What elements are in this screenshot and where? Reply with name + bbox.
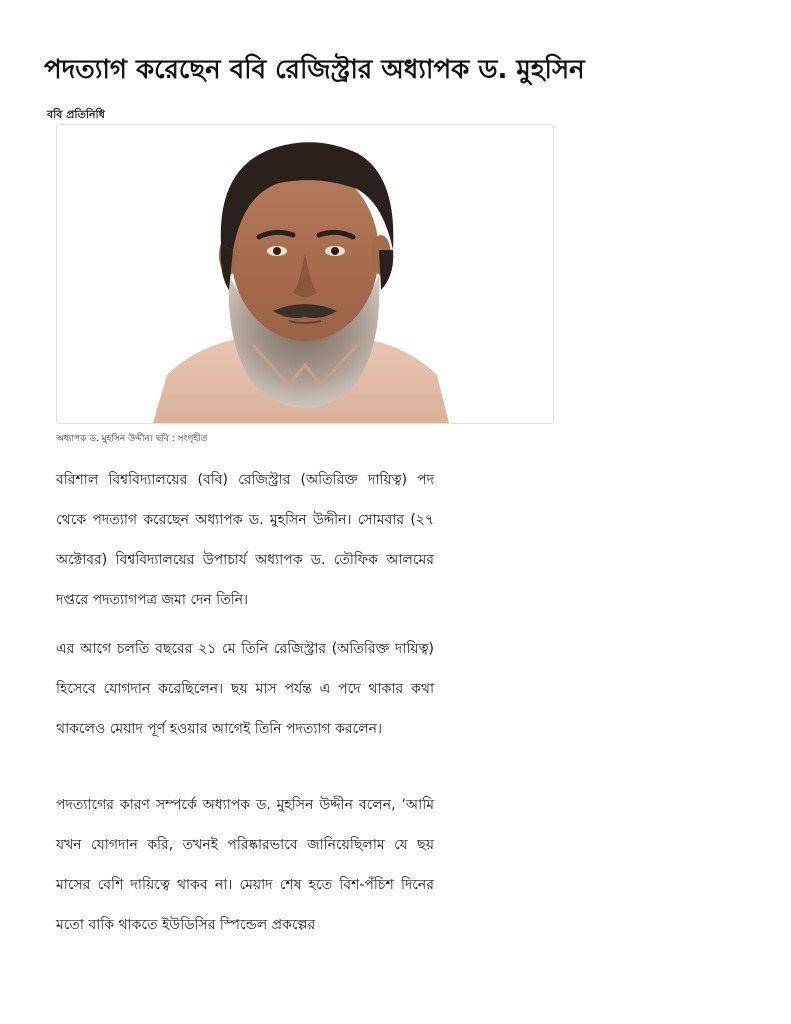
article-photo bbox=[56, 124, 554, 424]
article-headline: পদত্যাগ করেছেন ববি রেজিস্ট্রার অধ্যাপক ড. মুহসিন bbox=[44, 55, 585, 85]
article-paragraph: বরিশাল বিশ্ববিদ্যালয়ের (ববি) রেজিস্ট্রার (অতিরিক্ত দায়িত্ব) পদ থেকে পদত্যাগ করেছেন অধ্যাপক ড. মুহসিন উদ্দীন। সোমবার (২৭ অক্টোবর) বিশ্ববিদ্যালয়ের উপাচার্য অধ্যাপক ড. তৌফিক আলমের দপ্তরে পদত্যাগপত্র জমা দেন তিনি। bbox=[56, 472, 434, 608]
portrait-illustration bbox=[57, 125, 553, 423]
article-body bbox=[56, 460, 434, 954]
article-paragraph: এর আগে চলতি বছরের ২১ মে তিনি রেজিস্ট্রার (অতিরিক্ত দায়িত্ব) হিসেবে যোগদান করেছিলেন। ছয় মাস পর্যন্ত এ পদে থাকার কথা থাকলেও মেয়াদ পূর্ণ হওয়ার আগেই তিনি পদত্যাগ করলেন। bbox=[56, 641, 434, 737]
paragraph-spacer bbox=[56, 749, 434, 785]
byline: ববি প্রতিনিধি bbox=[47, 108, 105, 121]
article-paragraph: পদত্যাগের কারণ সম্পর্কে অধ্যাপক ড. মুহসিন উদ্দীন বলেন, ‘আমি যখন যোগদান করি, তখনই পরিষ্কারভাবে জানিয়েছিলাম যে ছয় মাসের বেশি দায়িত্বে থাকব না। মেয়াদ শেষ হতে বিশ-পঁচিশ দিনের মতো বাকি থাকতে ইউডিসির স্পিন্ডেল প্রকল্পের bbox=[56, 797, 434, 933]
photo-caption: অধ্যাপক ড. মুহসিন উদ্দীন। ছবি : সংগৃহীত bbox=[56, 434, 208, 444]
